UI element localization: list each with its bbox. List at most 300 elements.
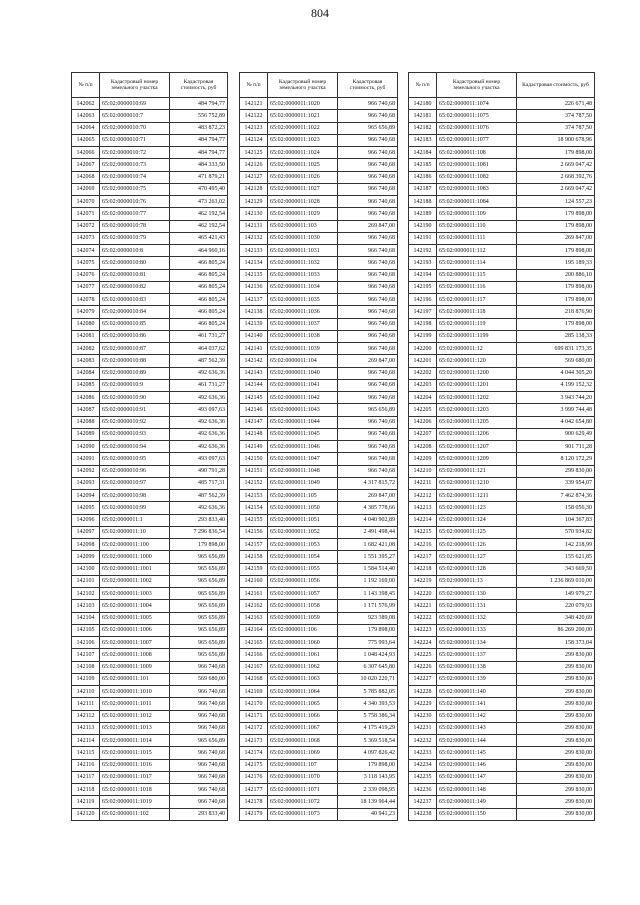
- row-number: 142089: [72, 428, 100, 440]
- table-row: [240, 147, 398, 159]
- table-row: [409, 771, 595, 783]
- cadastral-number: 65:02:0000011:105: [268, 490, 338, 502]
- cadastral-number: 65:02:0000011:139: [437, 673, 517, 685]
- table-row: [72, 306, 228, 318]
- cadastral-cost: 556 752,89: [170, 110, 228, 122]
- table-row: [409, 441, 595, 453]
- cadastral-cost: 299 830,00: [517, 649, 595, 661]
- table-row: [72, 563, 228, 575]
- table-row: [240, 808, 398, 820]
- cadastral-cost: 179 898,00: [517, 220, 595, 232]
- cadastral-cost: 466 805,24: [170, 294, 228, 306]
- cadastral-number: 65:02:0000011:1056: [268, 575, 338, 587]
- cadastral-cost: 299 830,00: [517, 465, 595, 477]
- table-row: [409, 159, 595, 171]
- table-row: [409, 306, 595, 318]
- cadastral-cost: 299 830,00: [517, 747, 595, 759]
- table-row: [240, 379, 398, 391]
- header-num: № п/п: [240, 73, 268, 98]
- cadastral-number: 65:02:0000011:1065: [268, 698, 338, 710]
- table-row: [72, 367, 228, 379]
- table-row: [409, 122, 595, 134]
- cadastral-cost: 179 898,00: [338, 759, 398, 771]
- table-row: [409, 759, 595, 771]
- row-number: 142173: [240, 735, 268, 747]
- row-number: 142166: [240, 649, 268, 661]
- table-row: [409, 110, 595, 122]
- row-number: 142218: [409, 563, 437, 575]
- table-row: [72, 735, 228, 747]
- row-number: 142145: [240, 392, 268, 404]
- table-row: [409, 698, 595, 710]
- cadastral-cost: 374 787,50: [517, 110, 595, 122]
- cadastral-number: 65:02:0000011:1063: [268, 673, 338, 685]
- cadastral-cost: 966 740,68: [170, 771, 228, 783]
- row-number: 142083: [72, 355, 100, 367]
- cadastral-cost: 965 656,89: [170, 588, 228, 600]
- cadastral-cost: 299 830,00: [517, 710, 595, 722]
- cadastral-number: 65:02:0000011:1006: [100, 624, 170, 636]
- row-number: 142067: [72, 159, 100, 171]
- cadastral-number: 65:02:0000011:103: [268, 220, 338, 232]
- table-row: [72, 245, 228, 257]
- table-row: [240, 281, 398, 293]
- cadastral-cost: 966 740,68: [170, 759, 228, 771]
- cadastral-cost: 966 740,68: [338, 306, 398, 318]
- table-row: [72, 269, 228, 281]
- table-row: [72, 514, 228, 526]
- table-row: [240, 771, 398, 783]
- cadastral-number: 65:02:0000011:1057: [268, 588, 338, 600]
- cadastral-number: 65:02:0000011:1075: [437, 110, 517, 122]
- cadastral-number: 65:02:0000011:1055: [268, 563, 338, 575]
- cadastral-cost: 299 830,00: [517, 722, 595, 734]
- cadastral-cost: 569 680,00: [517, 355, 595, 367]
- cadastral-number: 65:02:0000010:93: [100, 428, 170, 440]
- row-number: 142192: [409, 245, 437, 257]
- table-row: [240, 257, 398, 269]
- table-row: [72, 428, 228, 440]
- cadastral-cost: 966 740,68: [338, 416, 398, 428]
- table-row: [72, 502, 228, 514]
- table-row: [240, 171, 398, 183]
- row-number: 142111: [72, 698, 100, 710]
- table-row: [72, 122, 228, 134]
- table-row: [409, 612, 595, 624]
- table-row: [240, 686, 398, 698]
- row-number: 142133: [240, 245, 268, 257]
- cadastral-number: 65:02:0000010:88: [100, 355, 170, 367]
- cadastral-number: 65:02:0000011:1039: [268, 343, 338, 355]
- cadastral-cost: 4 175 419,29: [338, 722, 398, 734]
- cadastral-cost: 2 669 047,42: [517, 159, 595, 171]
- cadastral-cost: 299 830,00: [517, 771, 595, 783]
- table-row: [409, 355, 595, 367]
- row-number: 142074: [72, 245, 100, 257]
- table-row: [409, 379, 595, 391]
- cadastral-cost: 293 833,40: [170, 514, 228, 526]
- cadastral-cost: 492 636,36: [170, 441, 228, 453]
- cadastral-cost: 142 218,99: [517, 539, 595, 551]
- cadastral-cost: 485 717,31: [170, 477, 228, 489]
- cadastral-cost: 966 740,68: [338, 232, 398, 244]
- table-row: [72, 698, 228, 710]
- cadastral-cost: 179 898,00: [517, 281, 595, 293]
- table-row: [240, 477, 398, 489]
- table-row: [409, 661, 595, 673]
- cadastral-cost: 104 367,83: [517, 514, 595, 526]
- table-row: [409, 428, 595, 440]
- cadastral-number: 65:02:0000011:108: [437, 147, 517, 159]
- row-number: 142079: [72, 306, 100, 318]
- cadastral-cost: 195 189,33: [517, 257, 595, 269]
- table-row: [240, 465, 398, 477]
- row-number: 142099: [72, 551, 100, 563]
- table-row: [409, 465, 595, 477]
- cadastral-cost: 966 740,68: [338, 281, 398, 293]
- row-number: 142190: [409, 220, 437, 232]
- cadastral-cost: 492 636,36: [170, 428, 228, 440]
- row-number: 142222: [409, 612, 437, 624]
- cadastral-cost: 299 830,00: [517, 759, 595, 771]
- cadastral-number: 65:02:0000010:85: [100, 318, 170, 330]
- cadastral-cost: 124 557,23: [517, 196, 595, 208]
- cadastral-number: 65:02:0000011:1064: [268, 686, 338, 698]
- cadastral-cost: 179 898,00: [517, 294, 595, 306]
- cadastral-number: 65:02:0000011:1047: [268, 453, 338, 465]
- row-number: 142095: [72, 502, 100, 514]
- cadastral-number: 65:02:0000011:1007: [100, 637, 170, 649]
- cadastral-number: 65:02:0000011:1030: [268, 232, 338, 244]
- cadastral-number: 65:02:0000010:81: [100, 269, 170, 281]
- cadastral-cost: 4 044 305,20: [517, 367, 595, 379]
- table-row: [409, 637, 595, 649]
- cadastral-cost: 269 847,00: [338, 220, 398, 232]
- table-row: [240, 416, 398, 428]
- cadastral-number: 65:02:0000011:1027: [268, 183, 338, 195]
- cadastral-number: 65:02:0000010:74: [100, 171, 170, 183]
- header-cost: Кадастровая стоимость, руб: [338, 73, 398, 98]
- header-num: № п/п: [409, 73, 437, 98]
- cadastral-number: 65:02:0000011:137: [437, 649, 517, 661]
- cadastral-cost: 7 296 836,54: [170, 526, 228, 538]
- row-number: 142204: [409, 392, 437, 404]
- table-row: [409, 502, 595, 514]
- row-number: 142151: [240, 465, 268, 477]
- cadastral-number: 65:02:0000011:1003: [100, 588, 170, 600]
- row-number: 142136: [240, 281, 268, 293]
- cadastral-number: 65:02:0000011:1023: [268, 134, 338, 146]
- row-number: 142124: [240, 134, 268, 146]
- cadastral-cost: 966 740,68: [338, 134, 398, 146]
- table-row: [72, 404, 228, 416]
- row-number: 142110: [72, 686, 100, 698]
- cadastral-cost: 966 740,68: [338, 465, 398, 477]
- row-number: 142076: [72, 269, 100, 281]
- cadastral-number: 65:02:0000011:1052: [268, 526, 338, 538]
- table-row: [72, 379, 228, 391]
- row-number: 142065: [72, 134, 100, 146]
- table-row: [409, 318, 595, 330]
- row-number: 142196: [409, 294, 437, 306]
- cadastral-number: 65:02:0000011:1050: [268, 502, 338, 514]
- row-number: 142157: [240, 539, 268, 551]
- cadastral-number: 65:02:0000011:1031: [268, 245, 338, 257]
- cadastral-number: 65:02:0000011:1034: [268, 281, 338, 293]
- cadastral-number: 65:02:0000011:1083: [437, 183, 517, 195]
- table-row: [72, 808, 228, 820]
- table-row: [409, 735, 595, 747]
- table-row: [409, 294, 595, 306]
- cadastral-cost: 483 872,23: [170, 122, 228, 134]
- table-row: [409, 514, 595, 526]
- cadastral-cost: 966 740,68: [170, 747, 228, 759]
- cadastral-cost: 299 830,00: [517, 698, 595, 710]
- cadastral-cost: 966 740,68: [338, 453, 398, 465]
- row-number: 142230: [409, 710, 437, 722]
- row-number: 142138: [240, 306, 268, 318]
- cadastral-number: 65:02:0000011:1067: [268, 722, 338, 734]
- cadastral-cost: 569 680,00: [170, 673, 228, 685]
- cadastral-number: 65:02:0000011:109: [437, 208, 517, 220]
- cadastral-cost: 461 731,27: [170, 330, 228, 342]
- table-row: [240, 122, 398, 134]
- cadastral-cost: 343 669,50: [517, 563, 595, 575]
- row-number: 142214: [409, 514, 437, 526]
- table-row: [240, 759, 398, 771]
- cadastral-number: 65:02:0000011:148: [437, 784, 517, 796]
- table-row: [409, 257, 595, 269]
- table-row: [72, 477, 228, 489]
- table-row: [240, 784, 398, 796]
- table-row: [240, 649, 398, 661]
- row-number: 142064: [72, 122, 100, 134]
- cadastral-number: 65:02:0000010:99: [100, 502, 170, 514]
- row-number: 142233: [409, 747, 437, 759]
- row-number: 142207: [409, 428, 437, 440]
- row-number: 142163: [240, 612, 268, 624]
- cadastral-number: 65:02:0000011:1004: [100, 600, 170, 612]
- row-number: 142146: [240, 404, 268, 416]
- table-row: [409, 796, 595, 808]
- row-number: 142073: [72, 232, 100, 244]
- table-row: [240, 563, 398, 575]
- cadastral-cost: 484 794,77: [170, 134, 228, 146]
- cadastral-cost: 900 629,49: [517, 428, 595, 440]
- table-row: [240, 514, 398, 526]
- cadastral-number: 65:02:0000011:101: [100, 673, 170, 685]
- row-number: 142121: [240, 98, 268, 110]
- cadastral-number: 65:02:0000010:83: [100, 294, 170, 306]
- cadastral-number: 65:02:0000010:91: [100, 404, 170, 416]
- cadastral-cost: 269 847,00: [338, 355, 398, 367]
- row-number: 142137: [240, 294, 268, 306]
- table-row: [409, 245, 595, 257]
- table-row: [409, 588, 595, 600]
- cadastral-number: 65:02:0000011:128: [437, 563, 517, 575]
- row-number: 142094: [72, 490, 100, 502]
- table-row: [240, 159, 398, 171]
- cadastral-cost: 6 307 645,80: [338, 661, 398, 673]
- cadastral-cost: 492 636,36: [170, 367, 228, 379]
- row-number: 142097: [72, 526, 100, 538]
- cadastral-number: 65:02:0000010:90: [100, 392, 170, 404]
- table-header: [72, 73, 228, 98]
- row-number: 142193: [409, 257, 437, 269]
- cadastral-cost: 5 758 386,34: [338, 710, 398, 722]
- cadastral-cost: 965 656,89: [170, 649, 228, 661]
- cadastral-number: 65:02:0000011:1025: [268, 159, 338, 171]
- table-row: [409, 477, 595, 489]
- cadastral-cost: 966 740,68: [338, 441, 398, 453]
- cadastral-number: 65:02:0000011:131: [437, 600, 517, 612]
- row-number: 142191: [409, 232, 437, 244]
- cadastral-cost: 220 079,93: [517, 600, 595, 612]
- table-row: [409, 232, 595, 244]
- cadastral-number: 65:02:0000010:72: [100, 147, 170, 159]
- table-row: [72, 281, 228, 293]
- table-row: [240, 453, 398, 465]
- cadastral-number: 65:02:0000011:1059: [268, 612, 338, 624]
- table-row: [72, 673, 228, 685]
- cadastral-cost: 570 934,82: [517, 526, 595, 538]
- cadastral-cost: 966 740,68: [338, 428, 398, 440]
- table-row: [409, 808, 595, 820]
- row-number: 142179: [240, 808, 268, 820]
- row-number: 142195: [409, 281, 437, 293]
- row-number: 142184: [409, 147, 437, 159]
- row-number: 142096: [72, 514, 100, 526]
- cadastral-cost: 965 656,89: [170, 575, 228, 587]
- cadastral-cost: 2 669 047,42: [517, 183, 595, 195]
- row-number: 142105: [72, 624, 100, 636]
- cadastral-number: 65:02:0000011:1076: [437, 122, 517, 134]
- table-row: [72, 465, 228, 477]
- cadastral-number: 65:02:0000011:147: [437, 771, 517, 783]
- row-number: 142200: [409, 343, 437, 355]
- cadastral-number: 65:02:0000010:82: [100, 281, 170, 293]
- row-number: 142183: [409, 134, 437, 146]
- cadastral-cost: 1 048 424,93: [338, 649, 398, 661]
- table-row: [409, 649, 595, 661]
- cadastral-number: 65:02:0000010:7: [100, 110, 170, 122]
- cadastral-number: 65:02:0000011:1041: [268, 379, 338, 391]
- cadastral-cost: 484 333,50: [170, 159, 228, 171]
- cadastral-number: 65:02:0000011:115: [437, 269, 517, 281]
- cadastral-number: 65:02:0000011:1038: [268, 330, 338, 342]
- row-number: 142115: [72, 747, 100, 759]
- cadastral-cost: 18 900 678,96: [517, 134, 595, 146]
- cadastral-number: 65:02:0000011:142: [437, 710, 517, 722]
- header-cadnum: Кадастровый номер земельного участка: [100, 73, 170, 98]
- row-number: 142215: [409, 526, 437, 538]
- row-number: 142210: [409, 465, 437, 477]
- row-number: 142155: [240, 514, 268, 526]
- cadastral-cost: 1 171 576,99: [338, 600, 398, 612]
- table-row: [409, 563, 595, 575]
- row-number: 142077: [72, 281, 100, 293]
- table-row: [240, 722, 398, 734]
- cadastral-cost: 155 621,85: [517, 551, 595, 563]
- row-number: 142232: [409, 735, 437, 747]
- row-number: 142168: [240, 673, 268, 685]
- cadastral-number: 65:02:0000011:133: [437, 624, 517, 636]
- cadastral-number: 65:02:0000010:80: [100, 257, 170, 269]
- row-number: 142147: [240, 416, 268, 428]
- row-number: 142231: [409, 722, 437, 734]
- table-row: [240, 392, 398, 404]
- cadastral-number: 65:02:0000010:71: [100, 134, 170, 146]
- table-row: [72, 147, 228, 159]
- row-number: 142238: [409, 808, 437, 820]
- row-number: 142189: [409, 208, 437, 220]
- cadastral-cost: 466 805,24: [170, 269, 228, 281]
- cadastral-cost: 374 787,50: [517, 122, 595, 134]
- table-row: [409, 710, 595, 722]
- cadastral-number: 65:02:0000011:1068: [268, 735, 338, 747]
- row-number: 142102: [72, 588, 100, 600]
- table-row: [240, 245, 398, 257]
- table-row: [240, 428, 398, 440]
- row-number: 142116: [72, 759, 100, 771]
- cadastral-cost: 5 369 518,54: [338, 735, 398, 747]
- cadastral-cost: 158 373,04: [517, 637, 595, 649]
- cadastral-cost: 966 740,68: [338, 208, 398, 220]
- row-number: 142129: [240, 196, 268, 208]
- table-row: [240, 551, 398, 563]
- row-number: 142109: [72, 673, 100, 685]
- row-number: 142236: [409, 784, 437, 796]
- cadastral-cost: 4 097 826,42: [338, 747, 398, 759]
- row-number: 142198: [409, 318, 437, 330]
- table-row: [240, 134, 398, 146]
- cadastral-cost: 1 682 421,08: [338, 539, 398, 551]
- cadastral-cost: 179 898,00: [517, 318, 595, 330]
- cadastral-number: 65:02:0000011:141: [437, 698, 517, 710]
- row-number: 142235: [409, 771, 437, 783]
- table-row: [72, 551, 228, 563]
- row-number: 142164: [240, 624, 268, 636]
- cadastral-number: 65:02:0000011:1084: [437, 196, 517, 208]
- row-number: 142130: [240, 208, 268, 220]
- row-number: 142172: [240, 722, 268, 734]
- table-row: [72, 98, 228, 110]
- cadastral-cost: 965 656,89: [170, 612, 228, 624]
- cadastral-number: 65:02:0000011:1044: [268, 416, 338, 428]
- table-row: [72, 294, 228, 306]
- cadastral-cost: 179 898,00: [170, 539, 228, 551]
- cadastral-number: 65:02:0000011:1053: [268, 539, 338, 551]
- cadastral-cost: 285 138,33: [517, 330, 595, 342]
- cadastral-cost: 10 020 220,71: [338, 673, 398, 685]
- cadastral-cost: 466 805,24: [170, 257, 228, 269]
- row-number: 142117: [72, 771, 100, 783]
- cadastral-number: 65:02:0000011:118: [437, 306, 517, 318]
- table-row: [409, 330, 595, 342]
- row-number: 142156: [240, 526, 268, 538]
- row-number: 142081: [72, 330, 100, 342]
- row-number: 142134: [240, 257, 268, 269]
- cadastral-number: 65:02:0000011:13: [437, 575, 517, 587]
- cadastral-cost: 966 740,68: [338, 98, 398, 110]
- row-number: 142093: [72, 477, 100, 489]
- table-row: [240, 232, 398, 244]
- cadastral-cost: 965 656,89: [170, 637, 228, 649]
- row-number: 142120: [72, 808, 100, 820]
- cadastral-cost: 179 898,00: [517, 245, 595, 257]
- cadastral-number: 65:02:0000011:1002: [100, 575, 170, 587]
- cadastral-cost: 462 192,54: [170, 220, 228, 232]
